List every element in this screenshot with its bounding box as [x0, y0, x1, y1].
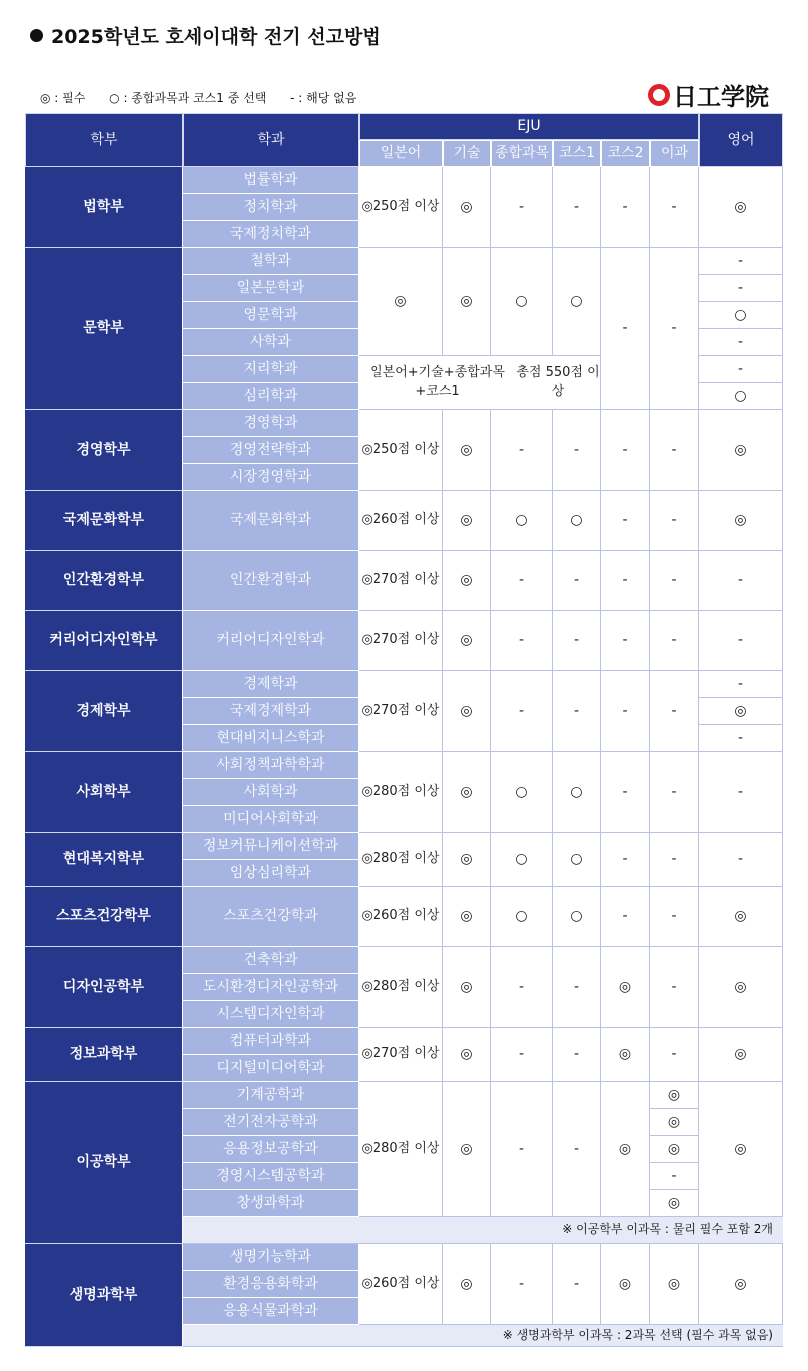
course1-cell: -: [553, 611, 601, 671]
course2-cell: -: [601, 551, 650, 611]
faculty-name: 인간환경학부: [25, 551, 183, 611]
department-name: 정보커뮤니케이션학과: [183, 833, 359, 860]
department-name: 컴퓨터과학과: [183, 1028, 359, 1055]
header-english: 영어: [699, 113, 783, 167]
science-cell: ◎: [650, 1136, 699, 1163]
required-mark: ◎: [361, 198, 373, 214]
department-name: 인간환경학과: [183, 551, 359, 611]
department-name: 응용정보공학과: [183, 1136, 359, 1163]
tech-cell: ◎: [443, 167, 491, 248]
japanese-cell: [359, 1082, 443, 1217]
english-cell: ◎: [699, 491, 783, 551]
combined-score-cell: [359, 356, 601, 410]
course1-cell: -: [553, 167, 601, 248]
course1-cell: ○: [553, 491, 601, 551]
faculty-name: 스포츠건강학부: [25, 887, 183, 947]
course1-cell: ○: [553, 833, 601, 887]
general-cell: ○: [491, 887, 553, 947]
required-mark: ◎: [361, 702, 373, 718]
score-threshold: 280점 이상: [372, 1140, 440, 1156]
course2-cell: -: [601, 491, 650, 551]
score-threshold: 270점 이상: [372, 572, 440, 588]
department-name: 임상심리학과: [183, 860, 359, 887]
department-name: 경제학과: [183, 671, 359, 698]
english-cell: ◎: [699, 1244, 783, 1325]
required-mark: ◎: [361, 851, 373, 867]
course1-cell: ○: [553, 752, 601, 833]
score-threshold: 260점 이상: [372, 908, 440, 924]
required-mark: ◎: [361, 441, 373, 457]
header-subject-2: 종합과목: [491, 140, 553, 167]
science-cell: ◎: [650, 1109, 699, 1136]
english-cell: ◎: [699, 167, 783, 248]
japanese-cell: [359, 410, 443, 491]
science-cell: -: [650, 833, 699, 887]
general-cell: -: [491, 1082, 553, 1217]
course2-cell: -: [601, 611, 650, 671]
required-mark: ◎: [361, 1046, 373, 1062]
header-eju: EJU: [359, 113, 699, 140]
tech-cell: ◎: [443, 1244, 491, 1325]
japanese-cell: [359, 1028, 443, 1082]
header-subject-0: 일본어: [359, 140, 443, 167]
general-cell: -: [491, 1244, 553, 1325]
department-name: 건축학과: [183, 947, 359, 974]
faculty-name: 경제학부: [25, 671, 183, 752]
english-cell: -: [699, 725, 783, 752]
japanese-cell: [359, 947, 443, 1028]
header-department: 학과: [183, 113, 359, 167]
english-cell: ◎: [699, 410, 783, 491]
course1-cell: -: [553, 671, 601, 752]
department-name: 생명기능학과: [183, 1244, 359, 1271]
header-faculty: 학부: [25, 113, 183, 167]
english-cell: ○: [699, 302, 783, 329]
course2-cell: -: [601, 833, 650, 887]
faculty-name: 법학부: [25, 167, 183, 248]
department-name: 도시환경디자인공학과: [183, 974, 359, 1001]
faculty-name: 현대복지학부: [25, 833, 183, 887]
science-cell: -: [650, 887, 699, 947]
department-name: 철학과: [183, 248, 359, 275]
general-cell: ○: [491, 752, 553, 833]
course1-cell: -: [553, 947, 601, 1028]
tech-cell: ◎: [443, 947, 491, 1028]
faculty-name: 국제문화학부: [25, 491, 183, 551]
department-name: 심리학과: [183, 383, 359, 410]
legend-required: ◎ : 필수: [40, 91, 86, 105]
required-mark: ◎: [361, 572, 373, 588]
course2-cell: -: [601, 410, 650, 491]
tech-cell: ◎: [443, 491, 491, 551]
english-cell: -: [699, 356, 783, 383]
department-name: 사학과: [183, 329, 359, 356]
course1-cell: ○: [553, 248, 601, 356]
logo: [648, 77, 769, 112]
general-cell: -: [491, 410, 553, 491]
header-subject-4: 코스2: [601, 140, 650, 167]
department-name: 국제경제학과: [183, 698, 359, 725]
score-threshold: 250점 이상: [372, 198, 440, 214]
header-subject-5: 이과: [650, 140, 699, 167]
tech-cell: ◎: [443, 1082, 491, 1217]
department-name: 전기전자공학과: [183, 1109, 359, 1136]
score-threshold: 260점 이상: [372, 512, 440, 528]
science-cell: ◎: [650, 1082, 699, 1109]
score-threshold: 250점 이상: [372, 441, 440, 457]
faculty-name: 경영학부: [25, 410, 183, 491]
science-cell: -: [650, 947, 699, 1028]
tech-cell: ◎: [443, 248, 491, 356]
department-name: 응용식물과학과: [183, 1298, 359, 1325]
department-name: 사회학과: [183, 779, 359, 806]
legend-none: - : 해당 없음: [290, 91, 357, 105]
course2-cell: ◎: [601, 1082, 650, 1217]
tech-cell: ◎: [443, 410, 491, 491]
score-threshold: 280점 이상: [372, 978, 440, 994]
logo-circle-icon: [648, 84, 670, 106]
science-cell: -: [650, 1028, 699, 1082]
combined-subjects: 일본어+기술+종합과목+코스1: [370, 364, 505, 399]
score-threshold: 280점 이상: [372, 851, 440, 867]
department-name: 국제정치학과: [183, 221, 359, 248]
english-cell: ◎: [699, 1028, 783, 1082]
general-cell: -: [491, 611, 553, 671]
course1-cell: -: [553, 410, 601, 491]
tech-cell: ◎: [443, 611, 491, 671]
faculty-note: ※ 생명과학부 이과목 : 2과목 선택 (필수 과목 없음): [183, 1325, 783, 1347]
faculty-name: 이공학부: [25, 1082, 183, 1244]
general-cell: -: [491, 551, 553, 611]
japanese-cell: [359, 887, 443, 947]
score-threshold: 270점 이상: [372, 1046, 440, 1062]
department-name: 지리학과: [183, 356, 359, 383]
science-cell: -: [650, 752, 699, 833]
department-name: 경영전략학과: [183, 437, 359, 464]
faculty-name: 생명과학부: [25, 1244, 183, 1347]
header-subject-1: 기술: [443, 140, 491, 167]
legend: [40, 89, 376, 106]
science-cell: ◎: [650, 1244, 699, 1325]
required-mark: ◎: [361, 978, 373, 994]
english-cell: -: [699, 248, 783, 275]
required-mark: ◎: [361, 783, 373, 799]
department-name: 스포츠건강학과: [183, 887, 359, 947]
general-cell: ○: [491, 248, 553, 356]
tech-cell: ◎: [443, 833, 491, 887]
tech-cell: ◎: [443, 551, 491, 611]
course1-cell: ○: [553, 887, 601, 947]
faculty-name: 정보과학부: [25, 1028, 183, 1082]
faculty-name: 문학부: [25, 248, 183, 410]
science-cell: -: [650, 410, 699, 491]
english-cell: ○: [699, 383, 783, 410]
science-cell: -: [650, 1163, 699, 1190]
japanese-cell: [359, 611, 443, 671]
science-cell: -: [650, 167, 699, 248]
tech-cell: ◎: [443, 1028, 491, 1082]
tech-cell: ◎: [443, 671, 491, 752]
japanese-cell: [359, 833, 443, 887]
tech-cell: ◎: [443, 887, 491, 947]
general-cell: -: [491, 947, 553, 1028]
page-title: [30, 22, 381, 49]
general-cell: ○: [491, 491, 553, 551]
science-cell: -: [650, 491, 699, 551]
department-name: 환경응용화학과: [183, 1271, 359, 1298]
score-threshold: 260점 이상: [372, 1275, 440, 1291]
department-name: 국제문화학과: [183, 491, 359, 551]
required-mark: ◎: [361, 908, 373, 924]
course2-cell: ◎: [601, 1244, 650, 1325]
faculty-note: ※ 이공학부 이과목 : 물리 필수 포함 2개: [183, 1217, 783, 1244]
japanese-cell: [359, 752, 443, 833]
japanese-cell: [359, 551, 443, 611]
science-cell: -: [650, 611, 699, 671]
department-name: 창생과학과: [183, 1190, 359, 1217]
science-cell: ◎: [650, 1190, 699, 1217]
faculty-name: 사회학부: [25, 752, 183, 833]
score-threshold: 270점 이상: [372, 632, 440, 648]
combined-threshold: 총점 550점 이상: [516, 364, 600, 399]
department-name: 현대비지니스학과: [183, 725, 359, 752]
japanese-cell: ◎: [359, 248, 443, 356]
faculty-name: 디자인공학부: [25, 947, 183, 1028]
required-mark: ◎: [361, 1140, 373, 1156]
department-name: 기계공학과: [183, 1082, 359, 1109]
english-cell: ◎: [699, 887, 783, 947]
department-name: 시스템디자인학과: [183, 1001, 359, 1028]
general-cell: -: [491, 1028, 553, 1082]
faculty-name: 커리어디자인학부: [25, 611, 183, 671]
department-name: 영문학과: [183, 302, 359, 329]
score-threshold: 270점 이상: [372, 702, 440, 718]
english-cell: -: [699, 551, 783, 611]
english-cell: -: [699, 611, 783, 671]
required-mark: ◎: [361, 512, 373, 528]
page-title-text: 2025학년도 호세이대학 전기 선고방법: [51, 26, 381, 48]
department-name: 사회정책과학학과: [183, 752, 359, 779]
department-name: 법률학과: [183, 167, 359, 194]
english-cell: ◎: [699, 947, 783, 1028]
score-threshold: 280점 이상: [372, 783, 440, 799]
english-cell: ◎: [699, 1082, 783, 1217]
tech-cell: ◎: [443, 752, 491, 833]
english-cell: -: [699, 329, 783, 356]
course2-cell: ◎: [601, 1028, 650, 1082]
legend-optional: ○ : 종합과목과 코스1 중 선택: [109, 91, 267, 105]
japanese-cell: [359, 1244, 443, 1325]
department-name: 커리어디자인학과: [183, 611, 359, 671]
english-cell: -: [699, 275, 783, 302]
course2-cell: -: [601, 752, 650, 833]
logo-text: 日工学院: [673, 83, 769, 111]
department-name: 경영학과: [183, 410, 359, 437]
course1-cell: -: [553, 1028, 601, 1082]
course2-cell: -: [601, 671, 650, 752]
department-name: 디지털미디어학과: [183, 1055, 359, 1082]
course2-cell: -: [601, 887, 650, 947]
science-cell: -: [650, 551, 699, 611]
science-cell: -: [650, 248, 699, 410]
department-name: 미디어사회학과: [183, 806, 359, 833]
bullet-icon: [30, 29, 43, 42]
admission-table: [25, 113, 783, 1348]
course1-cell: -: [553, 1244, 601, 1325]
japanese-cell: [359, 491, 443, 551]
science-cell: -: [650, 671, 699, 752]
english-cell: -: [699, 671, 783, 698]
course1-cell: -: [553, 1082, 601, 1217]
department-name: 정치학과: [183, 194, 359, 221]
course1-cell: -: [553, 551, 601, 611]
department-name: 시장경영학과: [183, 464, 359, 491]
course2-cell: -: [601, 248, 650, 410]
japanese-cell: [359, 671, 443, 752]
general-cell: ○: [491, 833, 553, 887]
header-subject-3: 코스1: [553, 140, 601, 167]
english-cell: -: [699, 833, 783, 887]
general-cell: -: [491, 167, 553, 248]
required-mark: ◎: [361, 632, 373, 648]
course2-cell: ◎: [601, 947, 650, 1028]
japanese-cell: [359, 167, 443, 248]
required-mark: ◎: [361, 1275, 373, 1291]
english-cell: ◎: [699, 698, 783, 725]
course2-cell: -: [601, 167, 650, 248]
department-name: 경영시스템공학과: [183, 1163, 359, 1190]
department-name: 일본문학과: [183, 275, 359, 302]
english-cell: -: [699, 752, 783, 833]
general-cell: -: [491, 671, 553, 752]
